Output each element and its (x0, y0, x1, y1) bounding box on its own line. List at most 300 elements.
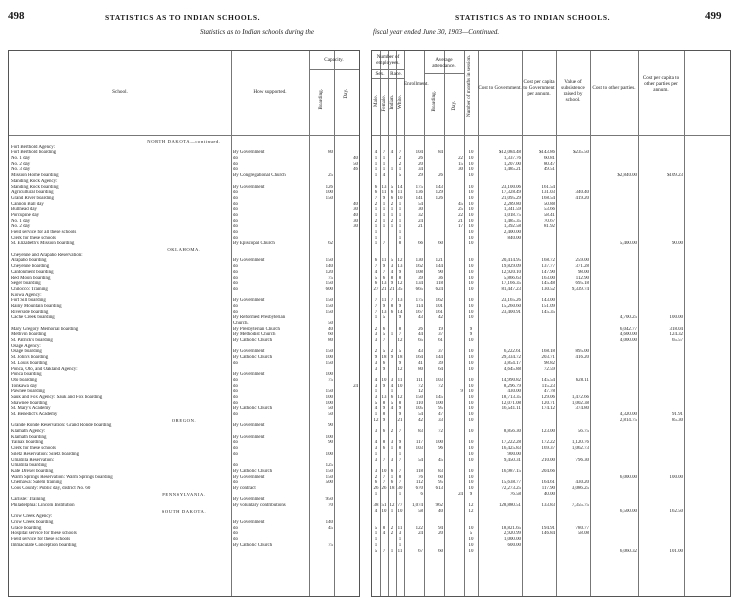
cell-cost-capita: 168.18 (541, 349, 555, 355)
cell-att-day: 45 (458, 201, 463, 207)
cell-school: Riverside boarding (11, 309, 49, 315)
cell-school: Cheyenne boarding (11, 264, 50, 270)
cell-school: No. 1 day (11, 218, 31, 224)
cell-indian: 9 (390, 281, 394, 287)
cell-other-capita: 101.00 (669, 548, 683, 554)
cell-months: 10 (468, 525, 474, 531)
cell-school: Standing Rock Agency: (11, 178, 58, 184)
cell-white: 9 (398, 315, 402, 321)
cell-months: 10 (468, 269, 474, 275)
cell-cost-capita: 168.54 (541, 195, 555, 201)
cell-indian: 1 (390, 332, 394, 338)
cell-subsistence: 895.00 (575, 349, 589, 355)
cell-enrollment: 44 (418, 332, 423, 338)
cell-capacity-boarding: 62 (328, 241, 333, 247)
cell-cost-capita: 115.23 (541, 383, 555, 389)
cell-months: 10 (468, 218, 474, 224)
col-months: Number of months in session. (466, 55, 472, 118)
cell-months: 10 (468, 207, 474, 213)
cell-enrollment: 118 (415, 468, 423, 474)
cell-enrollment: 150 (415, 394, 423, 400)
cell-cost-gov: 20,414.95 (501, 258, 521, 264)
cell-att-boarding: 161 (435, 309, 443, 315)
cell-female: 10 (381, 508, 387, 514)
cell-female: 4 (382, 173, 386, 179)
cell-white: 9 (398, 360, 402, 366)
cell-enrollment: 117 (415, 440, 423, 446)
cell-male: 4 (374, 508, 378, 514)
col-capacity-day: Day. (343, 89, 349, 99)
cell-female: 7 (382, 150, 386, 156)
cell-months: 10 (468, 281, 474, 287)
cell-att-boarding: 94 (438, 525, 443, 531)
cell-capacity-boarding: 100 (325, 190, 333, 196)
cell-school: Clerk for these schools (11, 446, 56, 452)
cell-months: 10 (468, 548, 474, 554)
col-attendance: Average attendance. (432, 57, 456, 69)
cell-female: 1 (382, 207, 386, 213)
cell-cost-capita: 81.92 (543, 224, 555, 230)
cell-female: 11 (381, 258, 387, 264)
cell-male: 38 (373, 503, 379, 508)
cell-cost-gov: 8,296.79 (503, 383, 521, 389)
cell-att-boarding: 624 (435, 286, 443, 292)
cell-indian: 2 (390, 349, 394, 355)
cell-how-supported: By Government (233, 298, 265, 304)
cell-cost-gov: 128,880.51 (498, 503, 521, 508)
cell-male: 7 (374, 298, 378, 304)
cell-capacity-boarding: 100 (325, 355, 333, 361)
cell-months: 10 (468, 355, 474, 361)
cell-female: 5 (382, 332, 386, 338)
cell-cost-capita: 172.22 (541, 440, 555, 446)
cell-how-supported: do (233, 195, 238, 201)
cell-cost-capita: 161.54 (541, 184, 555, 190)
cell-enrollment: 26 (418, 326, 423, 332)
cell-months: 10 (468, 389, 474, 395)
cell-att-boarding: 95 (438, 480, 443, 486)
cell-school: Agricultural boarding (11, 190, 54, 196)
cell-cost-gov: 15,638.77 (501, 480, 521, 486)
cell-cost-gov: 2,400.00 (503, 230, 521, 235)
cell-female: 6 (382, 446, 386, 452)
cell-months: 10 (468, 167, 474, 173)
cell-cost-gov: 14,990.82 (501, 377, 521, 383)
cell-indian: 1 (390, 167, 394, 173)
cell-white: 7 (398, 457, 402, 463)
cell-male: 1 (374, 207, 378, 213)
cell-cost-gov: 1,207.00 (503, 161, 521, 167)
cell-cost-other: 6,000.00 (619, 474, 637, 480)
cell-male: 2 (374, 218, 378, 224)
cell-cost-other: 2,814.75 (619, 417, 637, 423)
cell-subsistence: 3,086.25 (571, 485, 589, 491)
cell-indian: 6 (390, 468, 394, 474)
cell-cost-capita: 58.41 (543, 212, 555, 218)
section-title: OREGON. (171, 417, 197, 423)
cell-male: 4 (374, 150, 378, 156)
cell-enrollment: 162 (415, 264, 423, 270)
cell-male: 1 (374, 537, 378, 543)
cell-capacity-day: 30 (353, 207, 358, 213)
cell-months: 10 (468, 190, 474, 196)
cell-cost-gov: 21,095.29 (501, 195, 521, 201)
cell-att-boarding: 60 (438, 474, 443, 480)
col-white: White. (397, 95, 403, 109)
cell-male: 12 (373, 417, 379, 423)
cell-subsistence: 56.75 (577, 429, 589, 435)
cell-enrollment: 21 (418, 224, 423, 230)
cell-capacity-boarding: 90 (328, 423, 333, 429)
cell-cost-capita: 53.66 (543, 207, 555, 213)
cell-enrollment: 67 (418, 548, 423, 554)
cell-female: 5 (382, 349, 386, 355)
cell-white: 9 (398, 440, 402, 446)
cell-female: 9 (382, 406, 386, 412)
cell-male: 1 (374, 531, 378, 537)
cell-school: No. 1 day (11, 156, 31, 162)
cell-how-supported: do (233, 383, 238, 389)
cell-indian: 6 (390, 195, 394, 201)
cell-cost-gov: 16,987.15 (501, 468, 521, 474)
cell-capacity-boarding: 75 (328, 542, 333, 548)
cell-cost-gov: 2,289.80 (503, 201, 521, 207)
cell-capacity-boarding: 100 (325, 400, 333, 406)
cell-white: 14 (397, 184, 403, 190)
cell-enrollment: 105 (415, 406, 423, 412)
cell-school: Fort Berthold Agency: (11, 144, 56, 150)
cell-cost-gov: 900.00 (507, 451, 521, 457)
cell-female: 6 (382, 326, 386, 332)
cell-indian: 1 (390, 389, 394, 395)
right-rows (372, 139, 730, 554)
cell-enrollment: 20 (418, 161, 423, 167)
cell-school: Chemawa: Salem training (11, 480, 62, 486)
cell-indian: 4 (390, 150, 394, 156)
cell-school: Bullhead day (11, 207, 37, 213)
cell-enrollment: 76 (418, 474, 423, 480)
cell-white: 7 (398, 468, 402, 474)
cell-enrollment: 83 (418, 429, 423, 435)
cell-months: 10 (468, 315, 474, 321)
cell-cost-gov: 1,392.58 (503, 224, 521, 230)
cell-white: 10 (397, 195, 403, 201)
cell-white: 1 (398, 207, 402, 213)
cell-school: Philadelphia: Lincoln Institution (11, 503, 75, 508)
cell-att-day: 22 (458, 212, 463, 218)
cell-white: 8 (398, 241, 402, 247)
cell-enrollment: 175 (415, 298, 423, 304)
cell-female: 13 (381, 309, 387, 315)
cell-att-day (444, 549, 464, 555)
cell-school: Field service for these schools (11, 537, 71, 543)
cell-months: 10 (468, 275, 474, 281)
cell-capacity-boarding: 500 (325, 480, 333, 486)
cell-capacity-day (334, 486, 359, 492)
cell-school: Kate Drexel boarding (11, 468, 54, 474)
cell-other-capita: 90.00 (671, 241, 683, 247)
cell-school: Methvin boarding (11, 332, 47, 338)
cell-att-boarding: 42 (438, 315, 443, 321)
cell-att-boarding: 20 (438, 531, 443, 537)
cell-school: Klamath boarding (11, 434, 47, 440)
cell-school: Osage Agency: (11, 343, 41, 349)
cell-enrollment: 24 (418, 218, 423, 224)
cell-white: 21 (397, 417, 403, 423)
cell-capacity-boarding: 150 (325, 303, 333, 309)
left-rows (9, 139, 359, 549)
cell-cost-capita: $143.86 (539, 150, 555, 156)
cell-school: Seger boarding (11, 281, 41, 287)
cell-att-boarding: 84 (438, 150, 443, 156)
cell-how-supported: do (233, 531, 238, 537)
cell-cost-gov: 18,713.35 (501, 394, 521, 400)
cell-att-boarding: 60 (438, 241, 443, 247)
cell-other-capita: 65.57 (671, 338, 683, 344)
cell-capacity-boarding: 150 (325, 349, 333, 355)
cell-how-supported: do (233, 360, 238, 366)
cell-school: No. 2 day (11, 161, 31, 167)
cell-female: 5 (382, 315, 386, 321)
cell-indian: 2 (390, 218, 394, 224)
cell-female: 13 (381, 394, 387, 400)
cell-indian: 6 (390, 480, 394, 486)
cell-enrollment: 670 (415, 485, 423, 491)
cell-how-supported: do (233, 451, 238, 457)
cell-male: 1 (374, 156, 378, 162)
cell-capacity-day: 40 (353, 156, 358, 162)
cell-school: Cantonment boarding (11, 269, 54, 275)
cell-indian: 4 (390, 383, 394, 389)
cell-female: 18 (381, 355, 387, 361)
cell-cost-capita: 210.00 (541, 457, 555, 463)
cell-female: 7 (382, 241, 386, 247)
cell-cost-gov: 8,856.30 (503, 429, 521, 435)
right-table (371, 50, 731, 597)
cell-att-day: 17 (458, 224, 463, 230)
cell-indian: 2 (390, 429, 394, 435)
cell-capacity-boarding: 100 (325, 372, 333, 378)
cell-female: 9 (382, 264, 386, 270)
cell-att-day: 24 (458, 491, 463, 497)
cell-cost-capita: 174.12 (541, 406, 555, 412)
cell-att-boarding: 100 (435, 440, 443, 446)
cell-enrollment: 665 (415, 286, 423, 292)
cell-indian: 9 (390, 355, 394, 361)
col-attendance-boarding: Boarding. (431, 91, 437, 112)
cell-how-supported: By Government (233, 150, 265, 156)
cell-enrollment: 43 (418, 315, 423, 321)
cell-school: Immaculate Conception boarding (11, 542, 77, 548)
cell-how-supported: By Catholic Church (233, 468, 273, 474)
cell-subsistence: 374.80 (575, 406, 589, 412)
cell-subsistence: 695.18 (575, 281, 589, 287)
cell-school: Grand River boarding (11, 195, 54, 201)
cell-att-boarding: 33 (438, 417, 443, 423)
cell-enrollment: 42 (418, 417, 423, 423)
cell-months: 10 (468, 360, 474, 366)
col-female: Female. (381, 95, 387, 112)
cell-capacity-boarding (309, 486, 334, 492)
cell-male: 4 (374, 377, 378, 383)
cell-cost-capita: 143.00 (541, 298, 555, 304)
cell-cost-gov: 23,400.91 (501, 309, 521, 315)
cell-school: Warm Springs Reservation: Warm Springs boarding (11, 474, 113, 480)
cell-how-supported: do (233, 218, 238, 224)
cell-indian: 3 (390, 440, 394, 446)
cell-how-supported: do (233, 377, 238, 383)
cell-months: 9 (469, 326, 473, 332)
cell-white: 1 (398, 491, 402, 497)
cell-enrollment: 141 (415, 195, 423, 201)
table-row (9, 543, 359, 549)
cell-att-boarding: 60 (438, 548, 443, 554)
col-employees: Number of employees. (376, 54, 400, 66)
cell-cost-gov: 76.58 (509, 491, 521, 497)
cell-cost-capita: 120.71 (541, 400, 555, 406)
cell-school: Ponca, Oto, and Oakland Agency: (11, 366, 78, 372)
cell-how-supported: do (233, 309, 238, 315)
cell-cost-other: 6,060.32 (619, 548, 637, 554)
cell-how-supported: do (233, 207, 238, 213)
cell-att-boarding: 613 (435, 485, 443, 491)
cell-male: 9 (374, 355, 378, 361)
cell-months: 10 (468, 412, 474, 417)
cell-school: Tonkawa day (11, 383, 38, 389)
cell-male: 1 (374, 491, 378, 497)
cell-months: 10 (468, 161, 474, 167)
cell-months: 10 (468, 417, 474, 423)
cell-enrollment: 54 (418, 412, 423, 417)
cell-white: 12 (397, 281, 403, 287)
table-row (372, 549, 730, 555)
cell-capacity-day: 30 (353, 224, 358, 230)
section-title: NORTH DAKOTA—continued. (147, 139, 221, 144)
cell-white: 10 (397, 383, 403, 389)
cell-school: Coos County: Public day, district No. 60 (11, 485, 91, 491)
cell-female: 9 (382, 195, 386, 201)
cell-capacity-boarding: 50 (328, 406, 333, 412)
cell-female: 13 (381, 281, 387, 287)
cell-att-day: 30 (458, 167, 463, 173)
cell-how-supported: By contract (233, 485, 256, 491)
cell-how-supported: By Government (233, 434, 265, 440)
cell-female: 26 (381, 485, 387, 491)
cell-cost-gov: 17,328.49 (501, 190, 521, 196)
cell-att-boarding: 39 (438, 360, 443, 366)
page-number-right: 499 (705, 10, 722, 22)
cell-how-supported: do (233, 394, 238, 400)
cell-white: 3 (398, 531, 402, 537)
cell-att-boarding: 162 (435, 298, 443, 304)
cell-capacity-boarding: 950 (325, 497, 333, 503)
cell-male: 27 (373, 286, 379, 292)
cell-school: Fort Sill boarding (11, 298, 46, 304)
cell-male: 4 (374, 440, 378, 446)
cell-white: 8 (398, 326, 402, 332)
cell-other-capita: 162.50 (669, 508, 683, 514)
cell-school: Cannon Ball day (11, 201, 44, 207)
cell-capacity-day: 30 (353, 218, 358, 224)
cell-white: 9 (398, 406, 402, 412)
cell-cost-gov: $12,084.48 (498, 150, 521, 156)
cell-school: St. Benedict's Academy (11, 412, 58, 417)
cell-school: Carlisle: Training (11, 497, 46, 503)
cell-male: 1 (374, 161, 378, 167)
left-page (0, 0, 368, 600)
cell-male: 7 (374, 309, 378, 315)
cell-cost-gov: 1,018.75 (503, 212, 521, 218)
cell-cost-capita: 168.72 (541, 258, 555, 264)
cell-how-supported: By Government (233, 372, 265, 378)
cell-male: 2 (374, 349, 378, 355)
cell-female: 9 (382, 366, 386, 372)
cell-cost-gov: 19,829.09 (501, 264, 521, 270)
col-school: School. (112, 89, 128, 95)
cell-cost-gov: 1,485.21 (503, 167, 521, 173)
cell-enrollment: 136 (415, 190, 423, 196)
cell-att-boarding: 103 (435, 377, 443, 383)
cell-male: 26 (373, 485, 379, 491)
cell-subsistence: 9,339.74 (571, 286, 589, 292)
cell-white: 1 (398, 235, 402, 241)
cell-cost-gov: 5,866.63 (503, 275, 521, 281)
cell-male: 3 (374, 429, 378, 435)
cell-enrollment: 32 (418, 212, 423, 218)
cell-months: 10 (468, 394, 474, 400)
cell-white: 5 (398, 349, 402, 355)
cell-male: 7 (374, 195, 378, 201)
cell-how-supported: By Episcopal Church (233, 241, 275, 247)
col-cost-gov: Cost to Government. (478, 85, 522, 91)
cell-months: 10 (468, 440, 474, 446)
cell-capacity-boarding: 50 (328, 321, 333, 326)
cell-indian: 2 (390, 201, 394, 207)
cell-white: 9 (398, 412, 402, 417)
cell-female: 9 (382, 383, 386, 389)
cell-cost-gov (478, 549, 522, 555)
cell-female: 4 (382, 531, 386, 537)
cell-att-boarding: 962 (435, 503, 443, 508)
cell-how-supported: By Government (233, 474, 265, 480)
cell-capacity-boarding: 140 (325, 520, 333, 526)
cell-male: 1 (374, 167, 378, 173)
cell-att-boarding: 96 (438, 446, 443, 452)
cell-att-day: 21 (458, 218, 463, 224)
cell-white: 7 (398, 429, 402, 435)
cell-indian: 8 (390, 275, 394, 281)
cell-att-day: 9 (460, 389, 463, 395)
cell-how-supported: By Government (233, 258, 265, 264)
cell-cost-capita (522, 549, 556, 555)
cell-white: 8 (398, 474, 402, 480)
cell-enrollment: 1,074 (411, 503, 423, 508)
cell-school: Oto boarding (11, 377, 37, 383)
cell-cost-capita: 169.37 (541, 446, 555, 452)
cell-capacity-boarding: 40 (328, 326, 333, 332)
cell-months: 10 (468, 537, 474, 543)
cell-female: 7 (382, 338, 386, 344)
cell-how-supported: do (233, 440, 238, 446)
cell-att-day: 25 (458, 207, 463, 213)
cell-school: Field service for all these schools (11, 230, 77, 235)
cell-female: 6 (382, 360, 386, 366)
cell-subsistence: $235.50 (573, 150, 589, 156)
cell-capacity-boarding: 150 (325, 360, 333, 366)
cell-white: 1 (398, 451, 402, 457)
cell-cost-capita: 40.00 (543, 491, 555, 497)
cell-how-supported: do (233, 190, 238, 196)
